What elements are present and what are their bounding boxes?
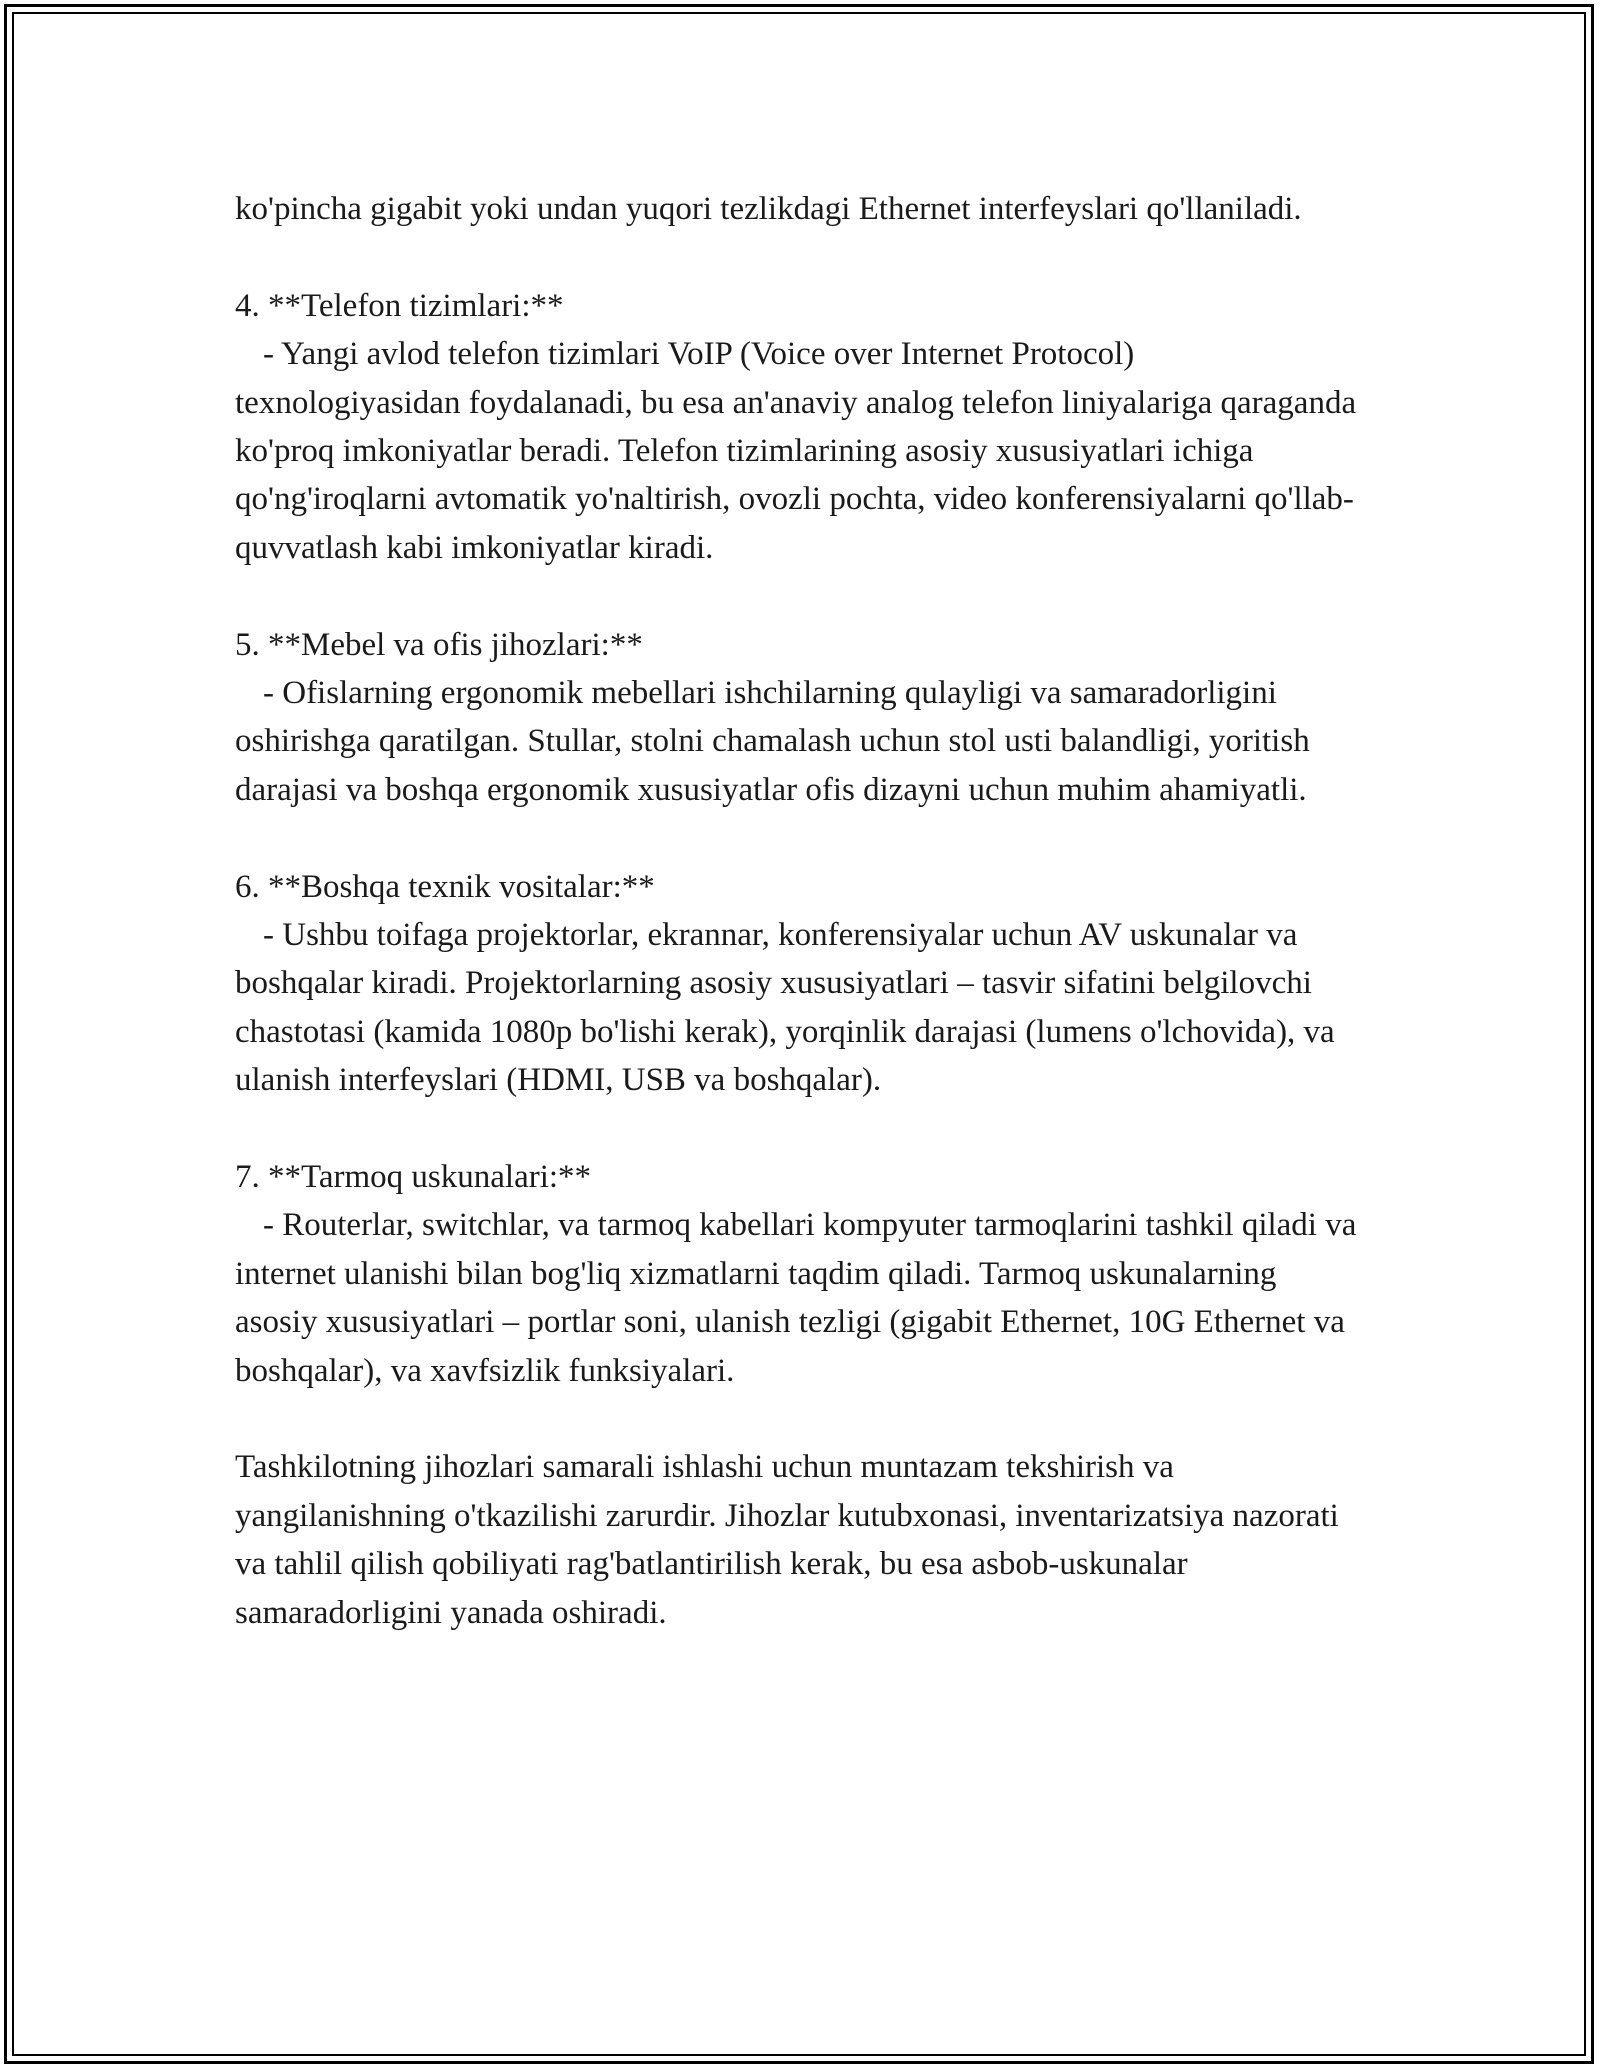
intro-paragraph [235,185,1365,233]
section-heading: 4. **Telefon tizimlari:** [235,287,564,324]
section-texnik-vositalar [235,863,1365,1105]
section-body: - Yangi avlod telefon tizimlari VoIP (Voice over Internet Protocol) texnologiyasidan foydalanadi, bu esa an'anaviy analog telefon liniyalariga qaraganda ko'proq imkoniyatlar beradi. Telefon tizimlarining asosiy xususiyatlari ichiga qo'ng'iroqlarni avtomatik yo'naltirish, ovozli pochta, video konferensiyalarni qo'llab-quvvatlash kabi imkoniyatlar kiradi. [235,336,1357,566]
conclusion-paragraph [235,1443,1365,1637]
section-mebel [235,621,1365,815]
intro-text: ko'pincha gigabit yoki undan yuqori tezlikdagi Ethernet interfeyslari qo'llaniladi. [235,191,1302,227]
section-tarmoq [235,1153,1365,1395]
section-body: - Routerlar, switchlar, va tarmoq kabellari kompyuter tarmoqlarini tashkil qiladi va internet ulanishi bilan bog'liq xizmatlarni taqdim qiladi. Tarmoq uskunalarning asosiy xususiyatlari – portlar soni, ulanish tezligi (gigabit Ethernet, 10G Ethernet va boshqalar), va xavfsizlik funksiyalari. [235,1207,1357,1389]
document-body [235,185,1365,1686]
section-heading: 7. **Tarmoq uskunalari:** [235,1159,592,1196]
section-telefon [235,282,1365,572]
section-body: - Ushbu toifaga projektorlar, ekrannar, konferensiyalar uchun AV uskunalar va boshqalar kiradi. Projektorlarning asosiy xususiyatlari – tasvir sifatini belgilovchi chastotasi (kamida 1080p bo'lishi kerak), yorqinlik darajasi (lumens o'lchovida), va ulanish interfeyslari (HDMI, USB va boshqalar). [235,917,1335,1099]
section-heading: 6. **Boshqa texnik vositalar:** [235,868,655,905]
conclusion-text: Tashkilotning jihozlari samarali ishlashi uchun muntazam tekshirish va yangilanishning o'tkazilishi zarurdir. Jihozlar kutubxonasi, inventarizatsiya nazorati va tahlil qilish qobiliyati rag'batlantirilish kerak, bu esa asbob-uskunalar samaradorligini yanada oshiradi. [235,1449,1339,1631]
section-heading: 5. **Mebel va ofis jihozlari:** [235,626,643,663]
section-body: - Ofislarning ergonomik mebellari ishchilarning qulayligi va samaradorligini oshirishga qaratilgan. Stullar, stolni chamalash uchun stol usti balandligi, yoritish darajasi va boshqa ergonomik xususiyatlar ofis dizayni uchun muhim ahamiyatli. [235,675,1310,808]
